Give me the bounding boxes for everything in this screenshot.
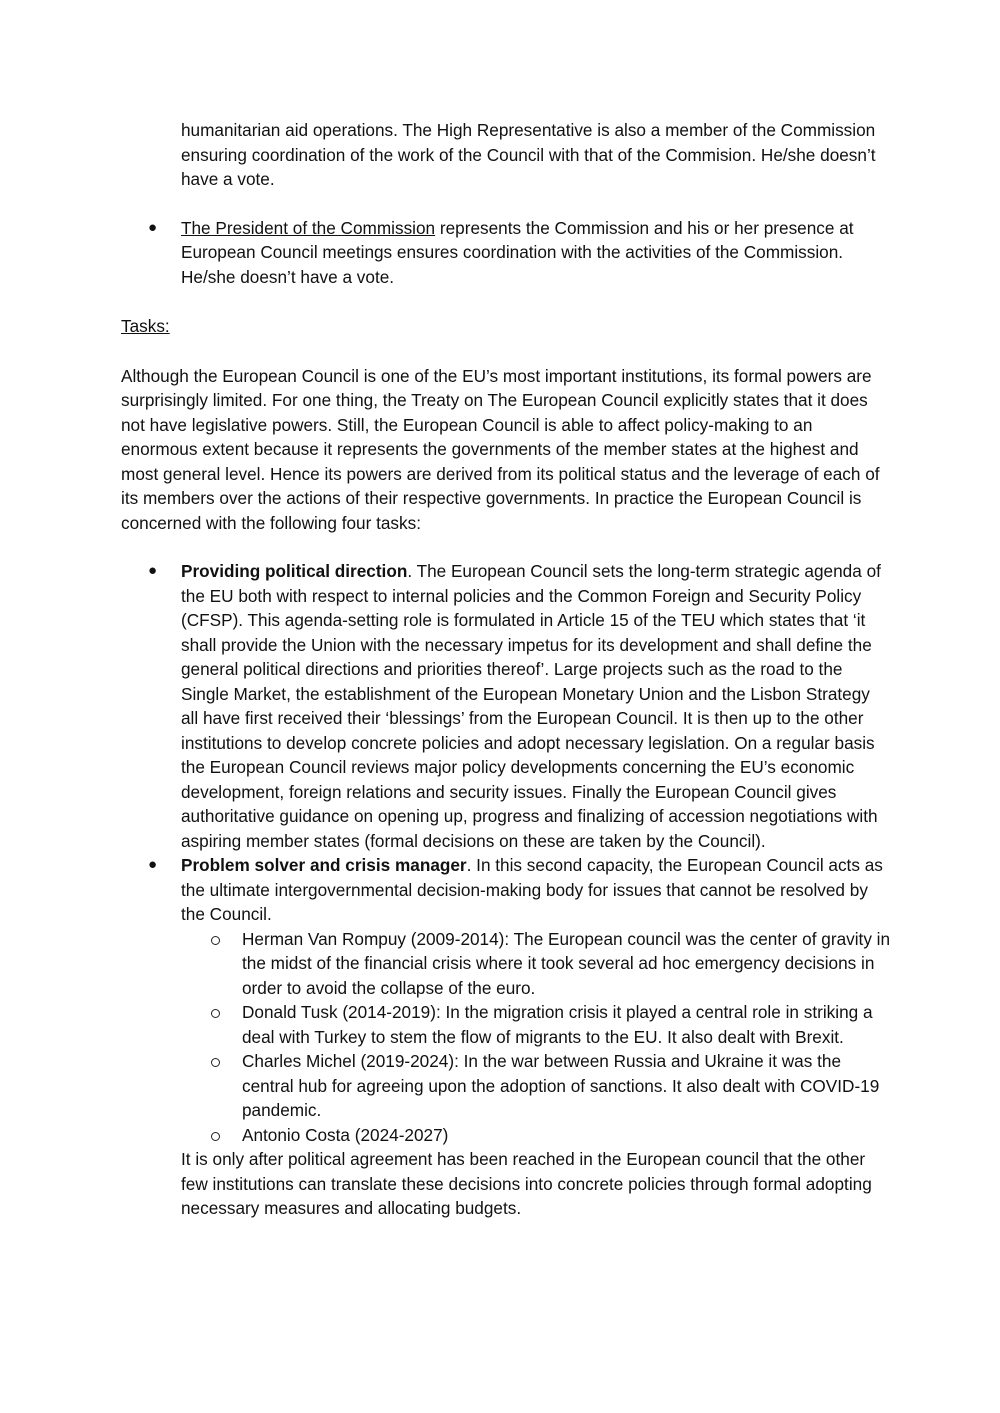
- presidents-sublist: [181, 927, 891, 1148]
- bullet-icon: ●: [148, 218, 158, 236]
- hollow-bullet-icon: [211, 1132, 220, 1141]
- task-closing-text: It is only after political agreement has been reached in the European council that the other few institutions can translate these decisions into concrete policies through formal adopting necessary measures and allocating budgets.: [181, 1149, 872, 1218]
- sub-item-michel: Charles Michel (2019-2024): In the war between Russia and Ukraine it was the central hub for agreeing upon the adoption of sanctions. It also dealt with COVID-19 pandemic.: [181, 1049, 891, 1123]
- hollow-bullet-icon: [211, 1009, 220, 1018]
- sub-item-costa: Antonio Costa (2024-2027): [181, 1123, 891, 1148]
- president-text: represents the Commission and his or her presence at European Council meetings ensures coordination with the activities of the Commission. He/she doesn’t have a vote.: [181, 217, 854, 287]
- task-title: Problem solver and crisis manager: [181, 855, 467, 875]
- high-representative-continuation: humanitarian aid operations. The High Representative is also a member of the Commission ensuring coordination of the work of the Council with that of the Commision. He/she doesn’t have a vote.: [181, 120, 876, 189]
- list-item-crisis-manager: [121, 853, 891, 1221]
- task-title: Providing political direction: [181, 561, 408, 581]
- list-item-president: [121, 216, 891, 290]
- hollow-bullet-icon: [211, 936, 220, 945]
- task-text: . The European Council sets the long-term strategic agenda of the EU both with respect to internal policies and the Common Foreign and Security Policy (CFSP). This agenda-setting role is formulated in Article 15 of the TEU which states that ‘it shall provide the Union with the necessary impetus for its development and shall define the general political directions and priorities thereof’. Large projects such as the road to the Single Market, the establishment of the European Monetary Union and the Lisbon Strategy all have first received their ‘blessings’ from the European Council. It is then up to the other institutions to develop concrete policies and adopt necessary legislation. On a regular basis the European Council reviews major policy developments concerning the EU’s economic development, foreign relations and security issues. Finally the European Council gives authoritative guidance on opening up, progress and finalizing of accession negotiations with aspiring member states (formal decisions on these are taken by the Council).: [181, 561, 881, 851]
- document-body: [121, 118, 891, 1221]
- bullet-icon: ●: [148, 562, 158, 579]
- list-item-political-direction: [121, 559, 891, 853]
- task-text: . In this second capacity, the European Council acts as the ultimate intergovernmental decision-making body for issues that cannot be resolved by the Council.: [181, 855, 883, 924]
- sub-item-tusk: Donald Tusk (2014-2019): In the migration crisis it played a central role in striking a deal with Turkey to stem the flow of migrants to the EU. It also dealt with Brexit.: [181, 1000, 891, 1049]
- tasks-intro-paragraph: Although the European Council is one of the EU’s most important institutions, its formal powers are surprisingly limited. For one thing, the Treaty on The European Council explicitly states that it does not have legislative powers. Still, the European Council is able to affect policy-making to an enormous extent because it represents the governments of the member states at the highest and most general level. Hence its powers are derived from its political status and the leverage of each of its members over the actions of their respective governments. In practice the European Council is concerned with the following four tasks:: [121, 365, 880, 533]
- bullet-icon: ●: [148, 856, 158, 873]
- hollow-bullet-icon: [211, 1058, 220, 1067]
- composition-list: [121, 216, 891, 290]
- tasks-list: [121, 559, 891, 1221]
- sub-item-van-rompuy: Herman Van Rompuy (2009-2014): The European council was the center of gravity in the midst of the financial crisis where it took several ad hoc emergency decisions in order to avoid the collapse of the euro.: [181, 927, 891, 1001]
- tasks-heading: Tasks:: [121, 316, 170, 336]
- president-link[interactable]: The President of the Commission: [181, 217, 436, 238]
